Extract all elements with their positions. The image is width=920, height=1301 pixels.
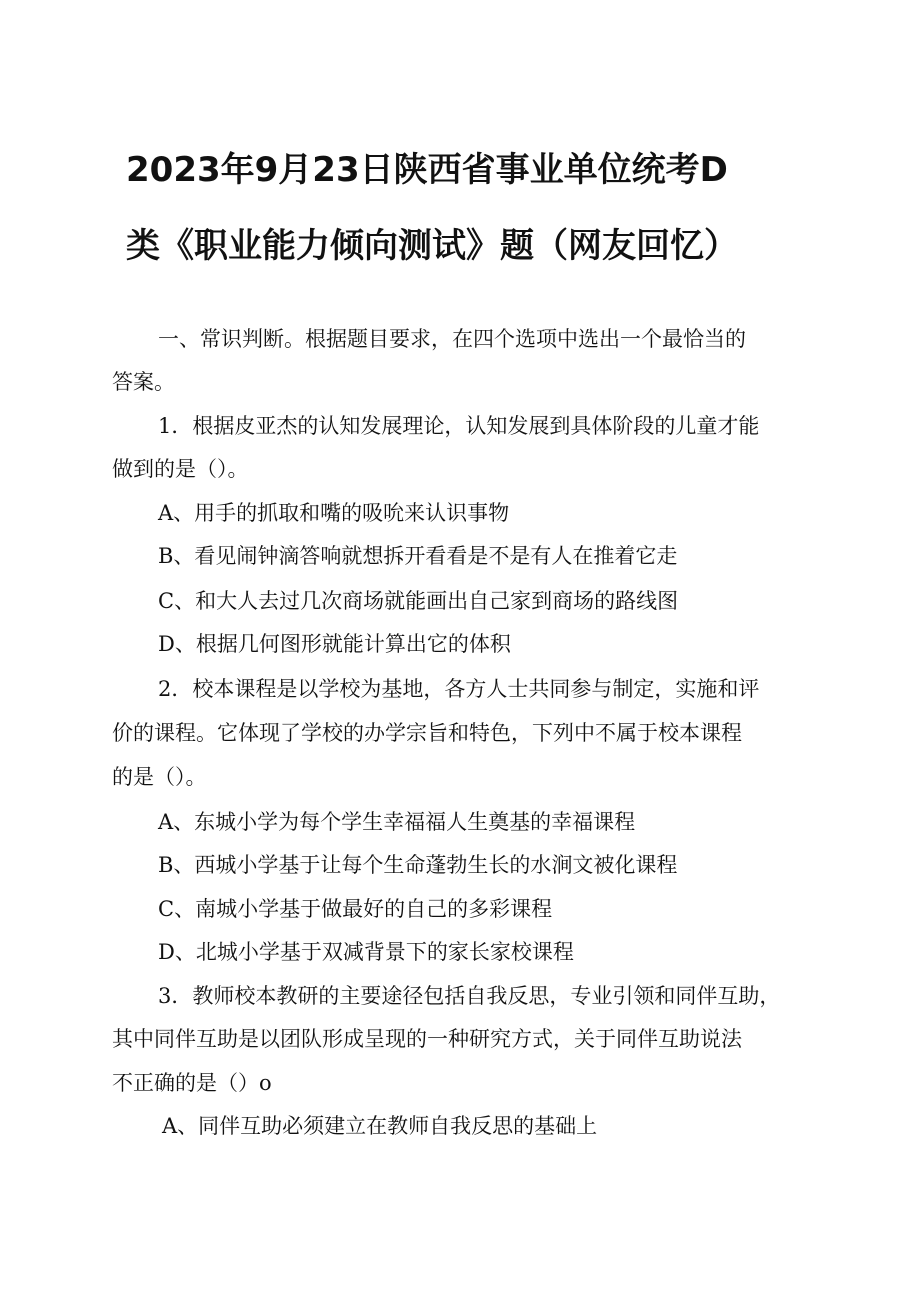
question-1-stem-line-1: 1．根据皮亚杰的认知发展理论，认知发展到具体阶段的儿童才能 [158, 414, 760, 438]
question-1-option-a: A、用手的抓取和嘴的吸吮来认识事物 [158, 501, 510, 525]
document-title-line-1: 2023年9月23日陕西省事业单位统考D [126, 150, 728, 190]
question-3-stem-line-3: 不正确的是（）o [112, 1071, 272, 1095]
question-1-stem-line-2: 做到的是（）。 [112, 457, 249, 481]
section-intro-line-1: 一、常识判断。根据题目要求，在四个选项中选出一个最恰当的 [158, 327, 746, 351]
section-intro-line-2: 答案。 [112, 370, 175, 394]
question-2-stem-line-1: 2．校本课程是以学校为基地，各方人士共同参与制定，实施和评 [158, 677, 760, 701]
question-2-stem-line-2: 价的课程。它体现了学校的办学宗旨和特色，下列中不属于校本课程 [112, 721, 742, 745]
question-2-option-d: D、北城小学基于双减背景下的家长家校课程 [158, 940, 574, 964]
question-3-stem-line-1: 3．教师校本教研的主要途径包括自我反思，专业引领和同伴互助， [158, 984, 781, 1008]
question-1-option-c: C、和大人去过几次商场就能画出自己家到商场的路线图 [158, 589, 679, 613]
question-2-option-a: A、东城小学为每个学生幸福福人生奠基的幸福课程 [158, 810, 636, 834]
question-3-option-a: A、同伴互助必须建立在教师自我反思的基础上 [162, 1114, 598, 1138]
question-2-option-b: B、西城小学基于让每个生命蓬勃生长的水涧文被化课程 [158, 853, 678, 877]
question-1-option-b: B、看见闹钟滴答响就想拆开看看是不是有人在推着它走 [158, 544, 678, 568]
document-title-line-2: 类《职业能力倾向测试》题（网友回忆） [126, 226, 738, 266]
question-2-option-c: C、南城小学基于做最好的自己的多彩课程 [158, 897, 553, 921]
question-2-stem-line-3: 的是（）。 [112, 765, 207, 789]
question-1-option-d: D、根据几何图形就能计算出它的体积 [158, 632, 511, 656]
question-3-stem-line-2: 其中同伴互助是以团队形成呈现的一种研究方式，关于同伴互助说法 [112, 1027, 742, 1051]
